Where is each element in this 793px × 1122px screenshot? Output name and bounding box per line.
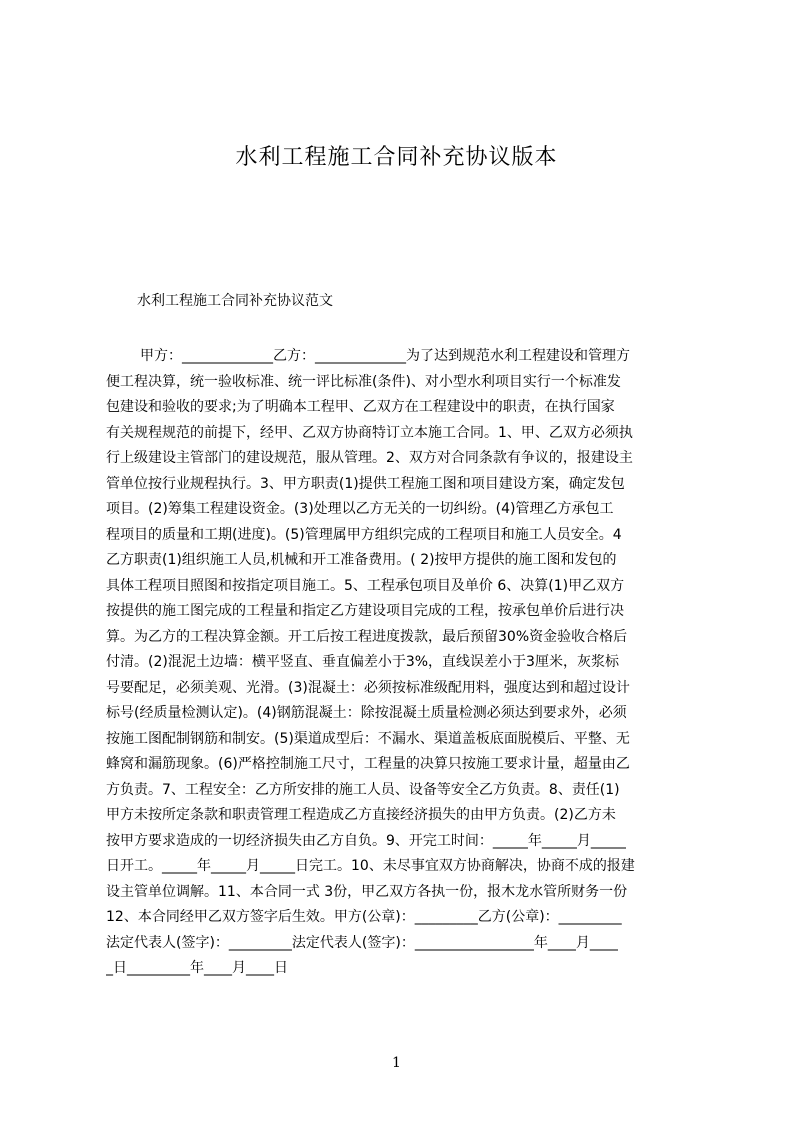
body-line: 号要配足，必须美观、光滑。(3)混凝土：必须按标准级配用料，强度达到和超过设计 bbox=[106, 679, 630, 696]
body-line: 算。为乙方的工程决算金额。开工后按工程进度拨款，最后预留30%资金验收合格后 bbox=[106, 628, 628, 645]
body-line: 法定代表人(签字)：_________法定代表人(签字)：_________________年____月____ bbox=[106, 934, 618, 951]
body-line: 12、本合同经甲乙双方签字后生效。甲方(公章)：_________乙方(公章)：_________ bbox=[106, 909, 622, 925]
body-line: _日_________年____月____日 bbox=[106, 960, 288, 976]
body-line: 设主管单位调解。11、本合同一式 3份，甲乙双方各执一份，报木龙水管所财务一份 bbox=[106, 883, 628, 900]
body-line: 有关规程规范的前提下，经甲、乙双方协商特订立本施工合同。1、甲、乙双方必须执 bbox=[106, 424, 633, 441]
body-line: 标号(经质量检测认定)。(4)钢筋混凝土：除按混凝土质量检测必须达到要求外，必须 bbox=[106, 705, 627, 721]
body-line: 管单位按行业规程执行。3、甲方职责(1)提供工程施工图和项目建设方案，确定发包 bbox=[106, 475, 625, 492]
body-line: 方负责。7、工程安全：乙方所安排的施工人员、设备等安全乙方负责。8、责任(1) bbox=[106, 781, 620, 798]
body-line: 付清。(2)混泥土边墙：横平竖直、垂直偏差小于3%，直线误差小于3厘米，灰浆标 bbox=[106, 654, 619, 670]
document-subtitle: 水利工程施工合同补充协议范文 bbox=[137, 293, 333, 309]
body-line: 甲方：_____________乙方：_____________为了达到规范水利工程建设和管理方 bbox=[140, 348, 630, 364]
body-line: 蜂窝和漏筋现象。(6)严格控制施工尺寸，工程量的决算只按施工要求计量，超量由乙 bbox=[106, 756, 630, 772]
body-line: 按施工图配制钢筋和制安。(5)渠道成型后：不漏水、渠道盖板底面脱模后、平整、无 bbox=[106, 730, 630, 747]
body-line: 包建设和验收的要求;为了明确本工程甲、乙双方在工程建设中的职责，在执行国家 bbox=[106, 399, 615, 415]
document-title: 水利工程施工合同补充协议版本 bbox=[235, 145, 558, 170]
body-line: 行上级建设主管部门的建设规范，服从管理。2、双方对合同条款有争议的，报建设主 bbox=[106, 450, 633, 466]
body-line: 按提供的施工图完成的工程量和指定乙方建设项目完成的工程，按承包单价后进行决 bbox=[106, 603, 624, 619]
body-line: 日开工。_____年_____月_____日完工。10、未尽事宜双方协商解决，协商不成的报建 bbox=[106, 858, 635, 874]
document-body bbox=[106, 344, 698, 1014]
body-line: 程项目的质量和工期(进度)。(5)管理属甲方组织完成的工程项目和施工人员安全。4 bbox=[106, 526, 622, 543]
body-line: 按甲方要求造成的一切经济损失由乙方自负。9、开完工时间：_____年_____月_____ bbox=[106, 832, 626, 849]
page-number: 1 bbox=[392, 1055, 401, 1071]
body-line: 甲方未按所定条款和职责管理工程造成乙方直接经济损失的由甲方负责。(2)乙方未 bbox=[106, 807, 616, 823]
body-line: 具体工程项目照图和按指定项目施工。5、工程承包项目及单价 6、决算(1)甲乙双方 bbox=[106, 577, 625, 594]
body-line: 乙方职责(1)组织施工人员,机械和开工准备费用。( 2)按甲方提供的施工图和发包的 bbox=[106, 552, 617, 568]
body-line: 项目。(2)筹集工程建设资金。(3)处理以乙方无关的一切纠纷。(4)管理乙方承包工 bbox=[106, 501, 614, 517]
body-line: 便工程决算，统一验收标准、统一评比标准(条件)、对小型水利项目实行一个标准发 bbox=[106, 373, 621, 390]
